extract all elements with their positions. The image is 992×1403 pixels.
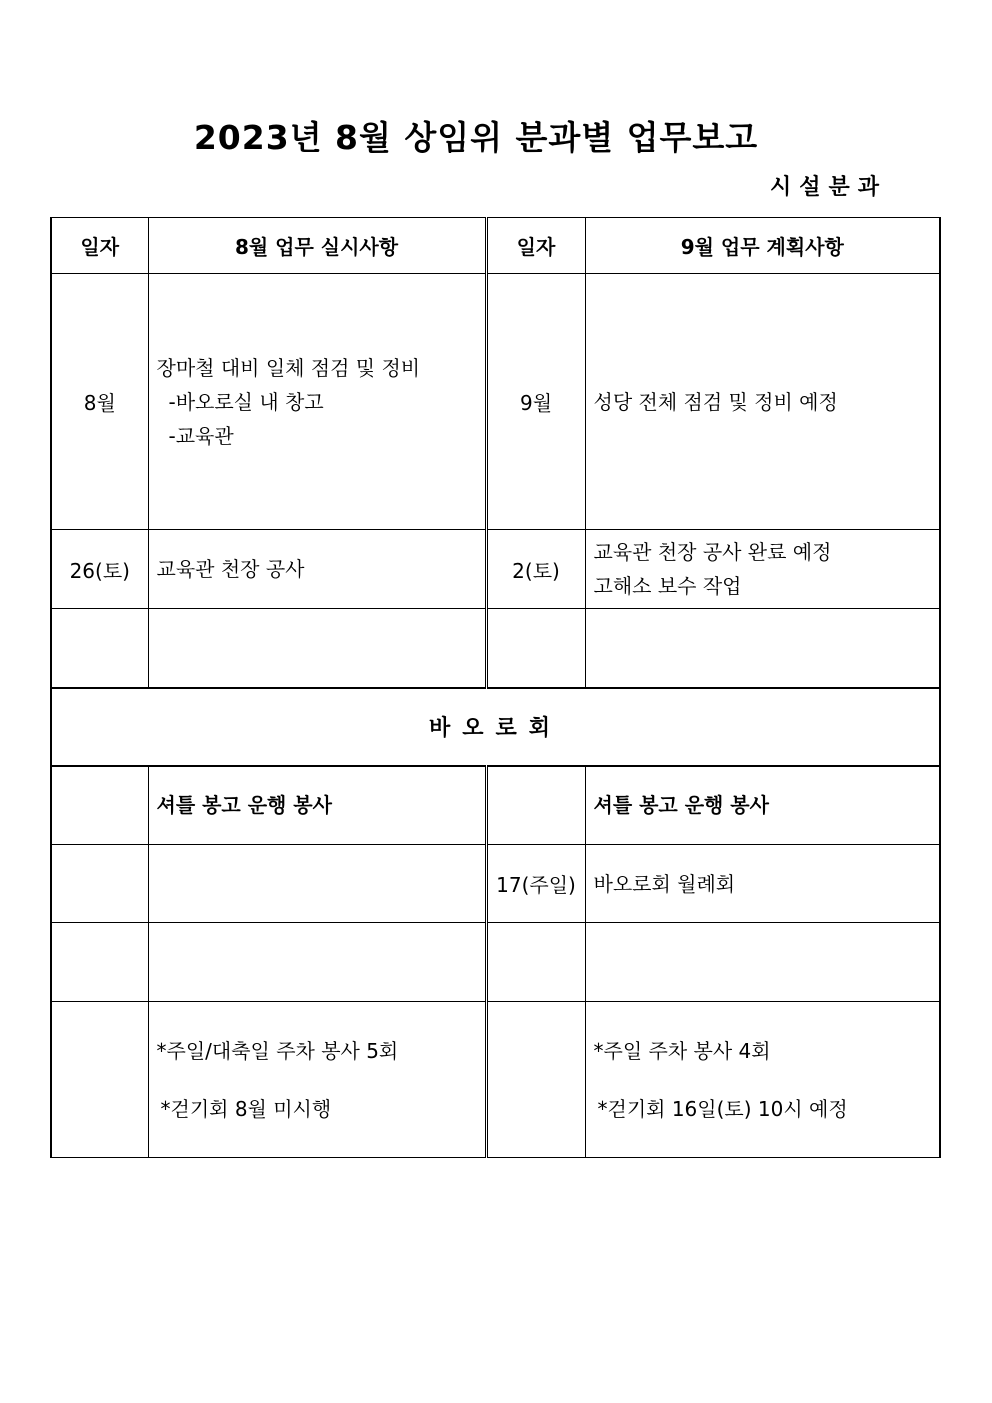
row-date-left: 8월 — [51, 274, 148, 530]
table-row — [51, 845, 940, 923]
row-september-content — [585, 274, 940, 530]
row-august-content — [148, 530, 486, 609]
list-item: *걷기회 16일(토) 10시 예정 — [597, 1096, 848, 1121]
list-item: -바오로실 내 창고 — [168, 389, 324, 414]
empty-cell — [51, 923, 148, 1002]
header-date-right: 일자 — [486, 218, 585, 274]
empty-cell — [486, 1002, 585, 1158]
empty-cell — [51, 609, 148, 688]
empty-cell — [486, 609, 585, 688]
spacer — [157, 1068, 485, 1092]
shuttle-service-right: 셔틀 봉고 운행 봉사 — [585, 766, 940, 845]
notes-right — [585, 1002, 940, 1158]
report-table — [50, 217, 941, 1158]
empty-cell — [148, 845, 486, 923]
empty-cell — [51, 1002, 148, 1158]
row-september-content — [585, 530, 940, 609]
header-august: 8월 업무 실시사항 — [148, 218, 486, 274]
meeting-text: 바오로회 월례회 — [585, 845, 940, 923]
section-title: 바오로회 — [51, 688, 940, 766]
empty-cell — [585, 609, 940, 688]
list-item: *주일 주차 봉사 4회 — [593, 1038, 771, 1063]
row-august-content — [148, 274, 486, 530]
table-row-empty — [51, 609, 940, 688]
empty-cell — [51, 845, 148, 923]
spacer — [594, 1068, 940, 1092]
department-label: 시설분과 — [770, 175, 888, 200]
row-date-right: 2(토) — [486, 530, 585, 609]
empty-cell — [585, 923, 940, 1002]
list-item: -교육관 — [168, 423, 234, 448]
list-item: 고해소 보수 작업 — [593, 574, 742, 598]
header-september: 9월 업무 계획사항 — [585, 218, 940, 274]
empty-cell — [51, 766, 148, 845]
table-row-empty — [51, 923, 940, 1002]
list-item: 교육관 천장 공사 완료 예정 — [593, 540, 832, 564]
table-row — [51, 1002, 940, 1158]
empty-cell — [148, 923, 486, 1002]
notes-left — [148, 1002, 486, 1158]
list-item: 교육관 천장 공사 — [156, 557, 305, 581]
empty-cell — [486, 923, 585, 1002]
list-item: 성당 전체 점검 및 정비 예정 — [593, 389, 838, 414]
page-title: 2023년 8월 상임위 분과별 업무보고 — [193, 118, 759, 157]
shuttle-service-left: 셔틀 봉고 운행 봉사 — [148, 766, 486, 845]
header-date-left: 일자 — [51, 218, 148, 274]
table-row — [51, 530, 940, 609]
table-row — [51, 766, 940, 845]
empty-cell — [486, 766, 585, 845]
meeting-date: 17(주일) — [486, 845, 585, 923]
list-item: *주일/대축일 주차 봉사 5회 — [156, 1038, 399, 1063]
section-row — [51, 688, 940, 766]
table-header-row — [51, 218, 940, 274]
empty-cell — [148, 609, 486, 688]
row-date-left: 26(토) — [51, 530, 148, 609]
list-item: 장마철 대비 일체 점검 및 정비 — [156, 355, 421, 380]
row-date-right: 9월 — [486, 274, 585, 530]
list-item: *걷기회 8월 미시행 — [160, 1096, 332, 1121]
table-row — [51, 274, 940, 530]
